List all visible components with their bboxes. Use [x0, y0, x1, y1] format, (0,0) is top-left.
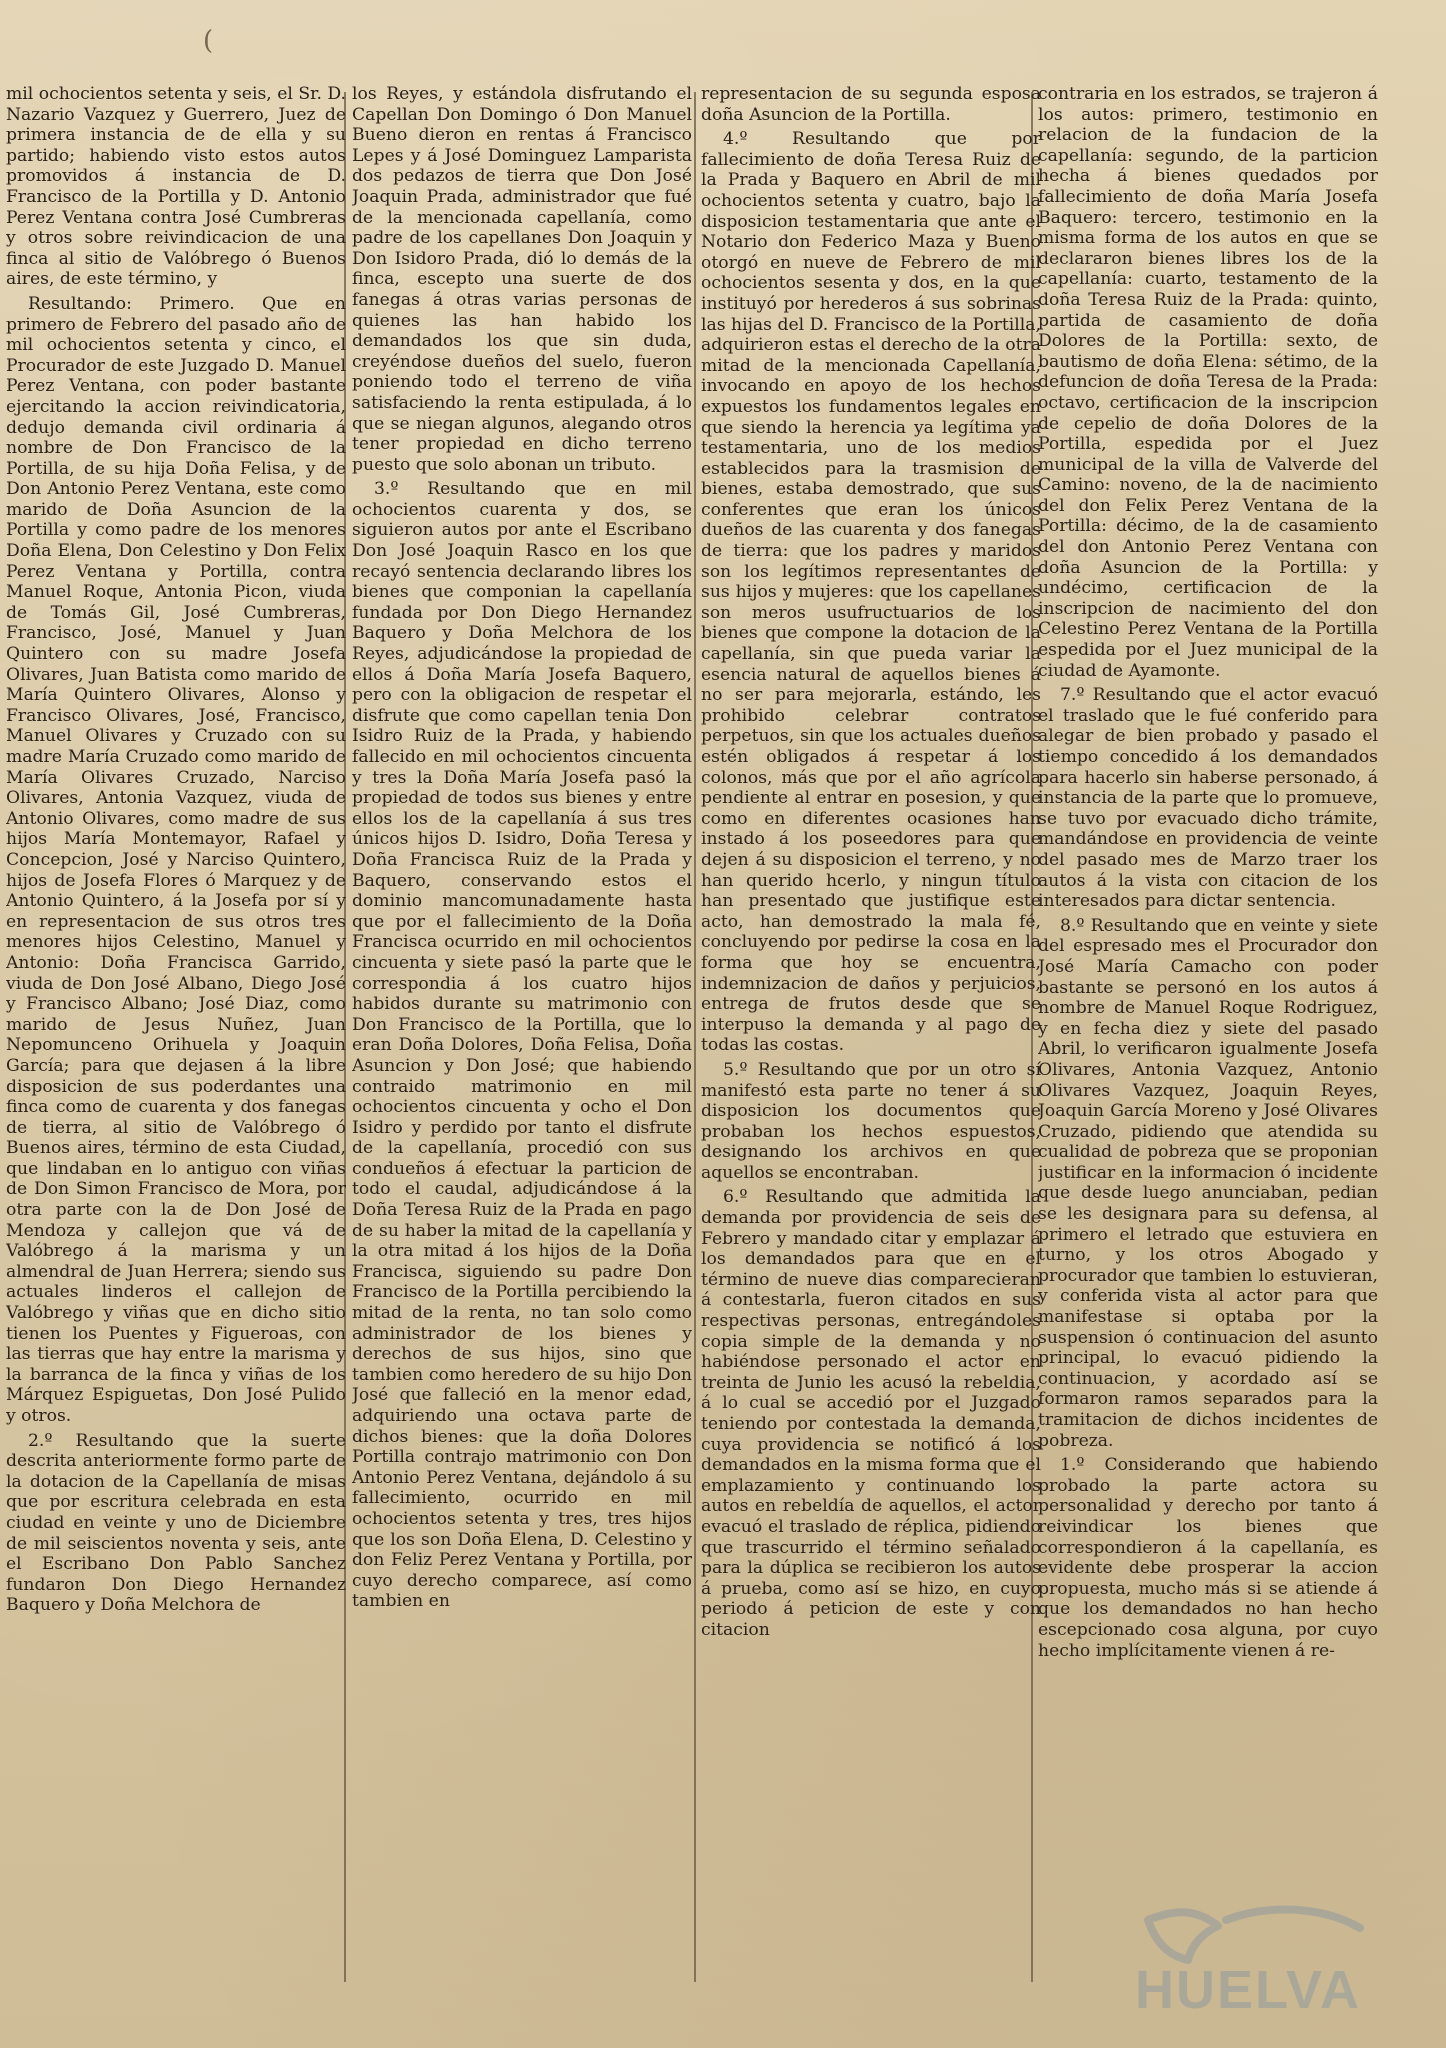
watermark-arc	[1226, 1910, 1360, 1928]
paragraph: 8.º Resultando que en veinte y siete del espresado mes el Procurador don José María Camacho con poder bastante se personó en los autos á nombre de Manuel Roque Rodriguez, y en fecha diez y siete del pasado Abril, lo verificaron igualmente Josefa Olivares, Antonia Vazquez, Antonio Olivares Vazquez, Joaquin Reyes, Joaquin García Moreno y José Olivares Cruzado, pidiendo que atendida su cualidad de pobreza que se proponian justificar en la informacion ó incidente que desde luego anunciaban, pedian se les designara para su defensa, al primero el letrado que estuviera en turno, y los otros Abogado y procurador que tambien lo estuvieran, y conferida vista al actor para que manifestase si optaba por la suspension ó continuacion del asunto principal, lo evacuó pidiendo la continuacion, y acordado así se formaron ramos separados para la tramitacion de dichos incidentes de pobreza.	[1038, 915, 1378, 1451]
paragraph: contraria en los estrados, se trajeron á los autos: primero, testimonio en relacion de la fundacion de la capellanía: segundo, de la particion hecha á bienes quedados por fallecimiento de doña María Josefa Baquero: tercero, testimonio en la misma forma de los autos en que se declararon bienes libres los de la capellanía: cuarto, testamento de la doña Teresa Ruiz de la Prada: quinto, partida de casamiento de doña Dolores de la Portilla: sexto, de bautismo de doña Elena: sétimo, de la defuncion de doña Teresa de la Prada: octavo, certificacion de la inscripcion de cepelio de doña Dolores de la Portilla, espedida por el Juez municipal de la villa de Valverde del Camino: noveno, de la de nacimiento del don Felix Perez Ventana de la Portilla: décimo, de la de casamiento del don Antonio Perez Ventana con doña Asuncion de la Portilla: y undécimo, certificacion de la inscripcion de nacimiento del don Celestino Perez Ventana de la Portilla espedida por el Juez municipal de la ciudad de Ayamonte.	[1038, 84, 1378, 681]
column-rule-2	[694, 92, 696, 1982]
watermark-mark	[1148, 1912, 1218, 1960]
paragraph: los Reyes, y estándola disfrutando el Capellan Don Domingo ó Don Manuel Bueno dieron en rentas á Francisco Lepes y á José Dominguez Lamparista dos pedazos de tierra que Don José Joaquin Prada, administrador que fué de la mencionada capellanía, como padre de los capellanes Don Joaquin y Don Isidoro Prada, dió lo demás de la finca, escepto una suerte de dos fanegas á otras varias personas de quienes las han habido los demandados los que sin duda, creyéndose dueños del suelo, fueron poniendo todo el terreno de viña satisfaciendo la renta estipulada, á lo que se niegan algunos, alegando otros tener propiedad en dicho terreno puesto que solo abonan un tributo.	[352, 84, 692, 475]
text-column-2	[352, 84, 692, 2014]
paragraph: 1.º Considerando que habiendo probado la parte actora su personalidad y derecho por tanto á reivindicar los bienes que correspondieron á la capellanía, es evidente debe prosperar la accion propuesta, mucho más si se atiende á que los demandados no han hecho escepcionado cosa alguna, por cuyo hecho implícitamente vienen á re-	[1038, 1455, 1378, 1661]
paragraph: 6.º Resultando que admitida la demanda por providencia de seis de Febrero y mandado citar y emplazar á los demandados para que en el término de nueve dias comparecieran á contestarla, fueron citados en sus respectivas personas, entregándoles copia simple de la demanda y no habiéndose personado el actor en treinta de Junio les acusó la rebeldia, á lo cual se accedió por el Juzgado teniendo por contestada la demanda, cuya providencia se notificó á los demandados en la misma forma que el emplazamiento y continuando los autos en rebeldía de aquellos, el actor evacuó el traslado de réplica, pidiendo que trascurrido el término señalado para la dúplica se recibieron los autos á prueba, como así se hizo, en cuyo periodo á peticion de este y con citacion	[701, 1187, 1041, 1640]
paragraph: 5.º Resultando que por un otro sí manifestó esta parte no tener á su disposicion los documentos que probaban los hechos espuestos, designando los archivos en que aquellos se encontraban.	[701, 1059, 1041, 1183]
paragraph: 2.º Resultando que la suerte descrita anteriormente formo parte de la dotacion de la Capellanía de misas que por escritura celebrada en esta ciudad en veinte y uno de Diciembre de mil seiscientos noventa y seis, ante el Escribano Don Pablo Sanchez fundaron Don Diego Hernandez Baquero y Doña Melchora de	[6, 1430, 346, 1616]
paragraph: 3.º Resultando que en mil ochocientos cuarenta y dos, se siguieron autos por ante el Escribano Don José Joaquin Rasco en los que recayó sentencia declarando libres los bienes que componian la capellanía fundada por Don Diego Hernandez Baquero y Doña Melchora de los Reyes, adjudicándose la propiedad de ellos á Doña María Josefa Baquero, pero con la obligacion de respetar el disfrute que como capellan tenia Don Isidro Ruiz de la Prada, y habiendo fallecido en mil ochocientos cincuenta y tres la Doña María Josefa pasó la propiedad de todos sus bienes y entre ellos los de la capellanía á sus tres únicos hijos D. Isidro, Doña Teresa y Doña Francisca Ruiz de la Prada y Baquero, conservando estos el dominio mancomunadamente hasta que por el fallecimiento de la Doña Francisca ocurrido en mil ochocientos cincuenta y siete pasó la parte que le correspondia á los cuatro hijos habidos durante su matrimonio con Don Francisco de la Portilla, que lo eran Doña Dolores, Doña Felisa, Doña Asuncion y Don José; que habiendo contraido matrimonio en mil ochocientos cincuenta y ocho el Don Isidro y perdido por tanto el disfrute de la capellanía, procedió con sus condueños á efectuar la particion de todo el caudal, adjudicándose á la Doña Teresa Ruiz de la Prada en pago de su haber la mitad de la capellanía y la otra mitad á los hijos de la Doña Francisca, siguiendo su padre Don Francisco de la Portilla percibiendo la mitad de la renta, no tan solo como administrador de los bienes y derechos de sus hijos, sino que tambien como heredero de su hijo Don José que falleció en la menor edad, adquiriendo una octava parte de dichos bienes: que la doña Dolores Portilla contrajo matrimonio con Don Antonio Perez Ventana, dejándolo á su fallecimiento, ocurrido en mil ochocientos setenta y tres, tres hijos que los son Doña Elena, D. Celestino y don Feliz Perez Ventana y Portilla, por cuyo derecho comparece, así como tambien en	[352, 479, 692, 1612]
paragraph: Resultando: Primero. Que en primero de Febrero del pasado año de mil ochocientos setenta y cinco, el Procurador de este Juzgado D. Manuel Perez Ventana, con poder bastante ejercitando la accion reivindicatoria, dedujo demanda civil ordinaria á nombre de Don Francisco de la Portilla, de su hija Doña Felisa, y de Don Antonio Perez Ventana, este como marido de Doña Asuncion de la Portilla y como padre de los menores Doña Elena, Don Celestino y Don Felix Perez Ventana y Portilla, contra Manuel Roque, Antonia Picon, viuda de Tomás Gil, José Cumbreras, Francisco, José, Manuel y Juan Quintero con su madre Josefa Olivares, Juan Batista como marido de María Quintero Olivares, Alonso y Francisco Olivares, José, Francisco, Manuel Olivares y Cruzado con su madre María Cruzado como marido de María Olivares Cruzado, Narciso Olivares, Antonia Vazquez, viuda de Antonio Olivares, como madre de sus hijos María Montemayor, Rafael y Concepcion, José y Narciso Quintero, hijos de Josefa Flores ó Marquez y de Antonio Quintero, á la Josefa por sí y en representacion de sus otros tres menores hijos Celestino, Manuel y Antonio: Doña Francisca Garrido, viuda de Don José Albano, Diego José y Francisco Albano; José Diaz, como marido de Jesus Nuñez, Juan Nepomunceno Orihuela y Joaquin García; para que dejasen á la libre disposicion de sus poderdantes una finca como de cuarenta y dos fanegas de tierra, al sitio de Valóbrego ó Buenos aires, término de esta Ciudad, que lindaban en lo antiguo con viñas de Don Simon Francisco de Mora, por otra parte con la de Don José de Mendoza y callejon que vá de Valóbrego á la marisma y un almendral de Juan Herrera; siendo sus actuales linderos el callejon de Valóbrego y viñas que en dicho sitio tienen los Puentes y Figueroas, con las tierras que hay entre la marisma y la barranca de la finca y viñas de los Márquez Espiguetas, Don José Pulido y otros.	[6, 293, 346, 1426]
text-column-4	[1038, 84, 1378, 2014]
watermark-text: HUELVA	[1135, 1960, 1361, 2020]
paragraph: 4.º Resultando que por fallecimiento de doña Teresa Ruiz de la Prada y Baquero en Abril de mil ochocientos setenta y cuatro, bajo la disposicion testamentaria que ante el Notario don Federico Maza y Bueno otorgó en nueve de Febrero de mil ochocientos sesenta y dos, en la que instituyó por herederos á sus sobrinas las hijas del D. Francisco de la Portilla, adquirieron estas el derecho de la otra mitad de la mencionada Capellanía, invocando en apoyo de los hechos expuestos los fundamentos legales en que siendo la herencia ya legítima ya testamentaria, uno de los medios establecidos para la trasmision de bienes, estaba demostrado, que sus conferentes que eran los únicos dueños de las cuarenta y dos fanegas de tierra: que los padres y maridos son los legítimos representantes de sus hijos y mujeres: que los capellanes son meros usufructuarios de los bienes que compone la dotacion de la capellanía, sin que pueda variar la esencia natural de aquellos bienes á no ser para mejorarla, estándo, les prohibido celebrar contratos perpetuos, sin que los actuales dueños estén obligados á respetar á los colonos, más que por el año agrícola pendiente al entrar en posesion, y que como en diferentes ocasiones han instado á los poseedores para que dejen á su disposicion el terreno, y no han querido hcerlo, y ningun título han presentado que justifique este acto, han demostrado la mala fé, concluyendo por pedirse la cosa en la forma que hoy se encuentra, indemnizacion de daños y perjuicios, entrega de frutos desde que se interpuso la demanda y al pago de todas las costas.	[701, 129, 1041, 1056]
page-mark: (	[203, 26, 214, 56]
text-column-3	[701, 84, 1041, 2014]
paragraph: 7.º Resultando que el actor evacuó el traslado que le fué conferido para alegar de bien probado y pasado el tiempo concedido á los demandados para hacerlo sin haberse personado, á instancia de la parte que lo promueve, se tuvo por evacuado dicho trámite, mandándose en providencia de veinte del pasado mes de Marzo traer los autos á la vista con citacion de los interesados para dictar sentencia.	[1038, 685, 1378, 912]
paragraph: mil ochocientos setenta y seis, el Sr. D. Nazario Vazquez y Guerrero, Juez de primera instancia de de ella y su partido; habiendo visto estos autos promovidos á instancia de D. Francisco de la Portilla y D. Antonio Perez Ventana contra José Cumbreras y otros sobre reivindicacion de una finca al sitio de Valóbrego ó Buenos aires, de este término, y	[6, 84, 346, 290]
watermark-logo	[1108, 1898, 1388, 2038]
paragraph: representacion de su segunda esposa doña Asuncion de la Portilla.	[701, 84, 1041, 125]
text-column-1	[6, 84, 346, 2014]
